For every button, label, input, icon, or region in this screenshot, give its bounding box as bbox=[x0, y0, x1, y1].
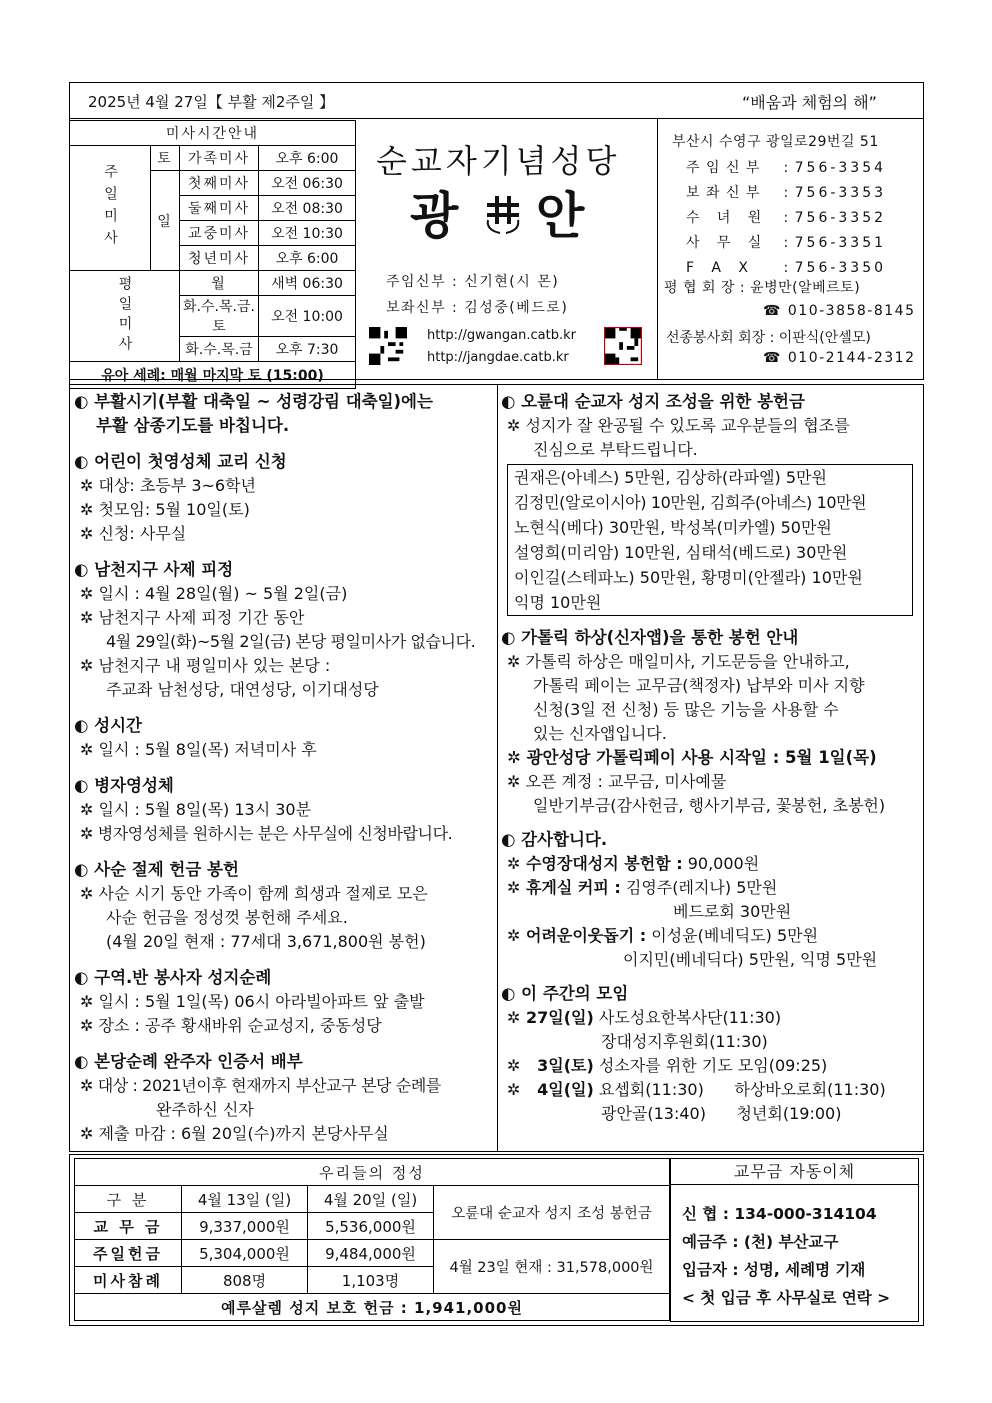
sunday-mass-label: 주일미사 bbox=[70, 146, 151, 271]
contact-line: 사 무 실 : 756-3351 bbox=[686, 231, 886, 256]
contact-line: 수 녀 원 : 756-3352 bbox=[686, 206, 886, 231]
pay-start-line: ✲ 광안성당 가톨릭페이 사용 시작일 : 5월 1일(목) bbox=[507, 748, 877, 767]
meeting-date: ✲ 4일(일) bbox=[507, 1080, 594, 1099]
cell-value: 808명 bbox=[182, 1267, 308, 1294]
mass-schedule-table bbox=[69, 120, 356, 389]
contact-phone[interactable]: 756-3352 bbox=[794, 210, 887, 226]
qr-code-right-icon[interactable] bbox=[604, 327, 642, 365]
mass-time: 오전 06:30 bbox=[259, 171, 356, 196]
contact-list bbox=[686, 156, 886, 281]
donor-line: 익명 10만원 bbox=[514, 593, 602, 612]
notice-heading: ◐ 본당순례 완주자 인증서 배부 bbox=[74, 1052, 303, 1071]
notice-line: 진심으로 부탁드립니다. bbox=[533, 440, 698, 459]
mission-president: 선종봉사회 회장 : 이판식(안셀모) bbox=[666, 330, 871, 346]
qr-code-left-icon[interactable] bbox=[369, 327, 407, 365]
notice-heading: ◐ 구역.반 봉사자 성지순례 bbox=[74, 968, 272, 987]
notice-line: (4월 20일 현재 : 77세대 3,671,800원 봉헌) bbox=[106, 932, 426, 951]
autopay-account: 신 협 : 134-000-314104 bbox=[682, 1205, 877, 1223]
thanks-label: ✲ 어려운이웃돕기 : bbox=[507, 926, 647, 945]
contact-label: 보 좌 신 부 bbox=[686, 185, 761, 201]
contact-phone[interactable]: 756-3351 bbox=[794, 235, 887, 251]
row-label: 주일헌금 bbox=[75, 1240, 182, 1267]
thanks-heading: ◐ 감사합니다. bbox=[501, 830, 608, 849]
cell-value: 5,304,000원 bbox=[182, 1240, 308, 1267]
contact-label: 사 무 실 bbox=[686, 235, 763, 251]
saturday-label: 토 bbox=[151, 146, 180, 171]
autopay-lines bbox=[682, 1200, 890, 1312]
notice-line: 주교좌 남천성당, 대연성당, 이기대성당 bbox=[106, 680, 379, 699]
cell-value: 1,103명 bbox=[308, 1267, 434, 1294]
notice-line: 일반기부금(감사헌금, 행사기부금, 꽃봉헌, 초봉헌) bbox=[533, 796, 886, 815]
cell-value: 9,337,000원 bbox=[182, 1213, 308, 1240]
autopay-title: 교무금 자동이체 bbox=[670, 1160, 919, 1185]
notice-heading: ◐ 병자영성체 bbox=[74, 776, 174, 795]
meeting-line: 광안골(13:40) 청년회(19:00) bbox=[601, 1104, 842, 1123]
donor-line: 김정민(알로이시아) 10만원, 김희주(아녜스) 10만원 bbox=[514, 493, 867, 512]
church-name-right: 안 bbox=[536, 186, 585, 245]
oryundae-fund-value: 4월 23일 현재 : 31,578,000원 bbox=[434, 1240, 670, 1294]
mass-time: 오후 6:00 bbox=[259, 246, 356, 271]
col-header: 4월 13일 (일) bbox=[182, 1186, 308, 1213]
contacts-divider bbox=[657, 118, 658, 380]
mass-time: 오전 10:30 bbox=[259, 221, 356, 246]
notice-line: 있는 신자앱입니다. bbox=[533, 724, 667, 743]
cross-wreath-emblem-icon bbox=[480, 190, 526, 236]
notice-line: ✲ 첫모임: 5월 10일(토) bbox=[80, 500, 250, 519]
col-header: 구 분 bbox=[75, 1186, 182, 1213]
autopay-contact-note: < 첫 입금 후 사무실로 연락 > bbox=[682, 1289, 891, 1307]
mass-time: 오후 6:00 bbox=[259, 146, 356, 171]
weekday-day: 화.수.목.금 bbox=[180, 337, 259, 362]
notice-line: 신청(3일 전 신청) 등 많은 기능을 사용할 수 bbox=[533, 700, 839, 719]
weekday-mass-label: 평일미사 bbox=[70, 271, 180, 362]
jerusalem-offering: 예루살렘 성지 보호 헌금 : 1,941,000원 bbox=[75, 1294, 670, 1321]
meeting-date: ✲ 27일(일) bbox=[507, 1008, 594, 1027]
left-column bbox=[74, 390, 494, 1146]
contact-line: 보 좌 신 부 : 756-3353 bbox=[686, 181, 886, 206]
notice-line: ✲ 남천지구 사제 피정 기간 동안 bbox=[80, 608, 305, 627]
cell-value: 5,536,000원 bbox=[308, 1213, 434, 1240]
thanks-line bbox=[501, 924, 921, 948]
meeting-text: 사도성요한복사단(11:30) bbox=[593, 1008, 782, 1027]
bulletin-date: 2025년 4월 27일【 부활 제2주일 】 bbox=[88, 93, 335, 111]
oryundae-heading: ◐ 오륜대 순교자 성지 조성을 위한 봉헌금 bbox=[501, 392, 805, 411]
notice-line: ✲ 대상: 초등부 3~6학년 bbox=[80, 476, 257, 495]
donor-box bbox=[507, 464, 913, 616]
notice-line: ✲ 제출 마감 : 6월 20일(수)까지 본당사무실 bbox=[80, 1124, 389, 1143]
contact-line: F A X : 756-3350 bbox=[686, 256, 886, 281]
notice-line: ✲ 성지가 잘 완공될 수 있도록 교우분들의 협조를 bbox=[507, 416, 850, 435]
mass-name: 교중미사 bbox=[180, 221, 259, 246]
notice-line: ✲ 일시 : 5월 8일(목) 저녁미사 후 bbox=[80, 740, 317, 759]
mission-phone[interactable]: ☎ 010-2144-2312 bbox=[763, 350, 916, 366]
year-motto: “배움과 체험의 해” bbox=[742, 93, 877, 112]
notice-heading: ◐ 성시간 bbox=[74, 716, 142, 735]
website-link-2[interactable]: http://jangdae.catb.kr bbox=[427, 350, 569, 365]
meeting-line: 장대성지후원회(11:30) bbox=[601, 1032, 768, 1051]
app-heading: ◐ 가톨릭 하상(신자앱)을 통한 봉헌 안내 bbox=[501, 628, 799, 647]
autopay-holder: 예금주 : (천) 부산교구 bbox=[682, 1233, 839, 1251]
weekday-day: 월 bbox=[180, 271, 259, 296]
thanks-value: 김영주(레지나) 5만원 bbox=[620, 878, 778, 897]
weekday-time: 오전 10:00 bbox=[259, 296, 356, 337]
thanks-line: 베드로회 30만원 bbox=[673, 902, 792, 921]
notice-line: ✲ 가톨릭 하상은 매일미사, 기도문등을 안내하고, bbox=[507, 652, 850, 671]
donor-line: 노현식(베다) 30만원, 박성복(미카엘) 50만원 bbox=[514, 518, 832, 537]
notice-line: ✲ 사순 시기 동안 가족이 함께 희생과 절제로 모은 bbox=[80, 884, 428, 903]
meeting-date: ✲ 3일(토) bbox=[507, 1056, 594, 1075]
notice-line: ✲ 일시 : 5월 1일(목) 06시 아라빌아파트 앞 출발 bbox=[80, 992, 425, 1011]
council-phone[interactable]: ☎ 010-3858-8145 bbox=[763, 303, 916, 319]
notice-heading: ◐ 사순 절제 헌금 봉헌 bbox=[74, 860, 239, 879]
address: 부산시 수영구 광일로29번길 51 bbox=[672, 134, 879, 150]
notice-heading: ◐ 부활시기(부활 대축일 ~ 성령강림 대축일)에는 bbox=[74, 392, 433, 411]
meeting-text: 요셉회(11:30) 하상바오로회(11:30) bbox=[593, 1080, 886, 1099]
thanks-line bbox=[501, 852, 921, 876]
offering-title: 우리들의 정성 bbox=[75, 1159, 670, 1186]
notice-line: ✲ 일시 : 5월 8일(목) 13시 30분 bbox=[80, 800, 312, 819]
meeting-line bbox=[501, 1006, 921, 1030]
thanks-line bbox=[501, 876, 921, 900]
council-president: 평 협 회 장 : 윤병만(알베르토) bbox=[664, 280, 861, 296]
notice-line: ✲ 일시 : 4월 28일(월) ~ 5월 2일(금) bbox=[80, 584, 348, 603]
weekday-time: 새벽 06:30 bbox=[259, 271, 356, 296]
notice-heading: ◐ 어린이 첫영성체 교리 신청 bbox=[74, 452, 287, 471]
mass-schedule-title: 미사시간안내 bbox=[70, 121, 356, 146]
notice-line: ✲ 신청: 사무실 bbox=[80, 524, 187, 543]
notice-line: ✲ 오픈 계정 : 교무금, 미사예물 bbox=[507, 772, 727, 791]
weekday-time: 오후 7:30 bbox=[259, 337, 356, 362]
meeting-text: 성소자를 위한 기도 모임(09:25) bbox=[593, 1056, 828, 1075]
mass-time: 오전 08:30 bbox=[259, 196, 356, 221]
infant-baptism-note: 유아 세례: 매월 마지막 토 (15:00) bbox=[70, 362, 356, 389]
notice-line: ✲ 병자영성체를 원하시는 분은 사무실에 신청바랍니다. bbox=[80, 824, 453, 843]
mass-name: 청년미사 bbox=[180, 246, 259, 271]
pastor-line: 주임신부 : 신기현(시 몬) bbox=[386, 274, 560, 290]
oryundae-fund-title: 오륜대 순교자 성지 조성 봉헌금 bbox=[434, 1186, 670, 1240]
notice-line: ✲ 남천지구 내 평일미사 있는 본당 : bbox=[80, 656, 331, 675]
notice-line: 가톨릭 페이는 교무금(책정자) 납부와 미사 지향 bbox=[533, 676, 865, 695]
notice-line: 부활 삼종기도를 바칩니다. bbox=[96, 416, 290, 435]
notice-heading: ◐ 남천지구 사제 피정 bbox=[74, 560, 234, 579]
cell-value: 9,484,000원 bbox=[308, 1240, 434, 1267]
thanks-value: 90,000원 bbox=[682, 854, 760, 873]
header-divider bbox=[69, 118, 924, 119]
column-divider bbox=[497, 384, 498, 1152]
mass-name: 가족미사 bbox=[180, 146, 259, 171]
thanks-value: 이성윤(베네딕도) 5만원 bbox=[646, 926, 819, 945]
weekday-day: 화.수.목.금.토 bbox=[180, 296, 259, 337]
thanks-label: ✲ 수영장대성지 봉헌함 : bbox=[507, 854, 683, 873]
contact-label: 수 녀 원 bbox=[686, 210, 763, 226]
mass-name: 첫째미사 bbox=[180, 171, 259, 196]
thanks-label: ✲ 휴게실 커피 : bbox=[507, 878, 621, 897]
notice-line: ✲ 대상 : 2021년이후 현재까지 부산교구 본당 순례를 bbox=[80, 1076, 441, 1095]
contact-phone[interactable]: 756-3353 bbox=[794, 185, 887, 201]
row-label: 미사참례 bbox=[75, 1267, 182, 1294]
contact-label: F A X bbox=[686, 260, 749, 276]
row-label: 교 무 금 bbox=[75, 1213, 182, 1240]
meeting-line bbox=[501, 1078, 921, 1102]
right-column bbox=[501, 390, 921, 1126]
donor-line: 이인길(스테파노) 50만원, 황명미(안젤라) 10만원 bbox=[514, 568, 863, 587]
assistant-line: 보좌신부 : 김성중(베드로) bbox=[386, 300, 569, 316]
church-title: 순교자기념성당 bbox=[376, 142, 621, 180]
offering-table bbox=[74, 1158, 670, 1321]
meeting-line bbox=[501, 1054, 921, 1078]
col-header: 4월 20일 (일) bbox=[308, 1186, 434, 1213]
donor-line: 권재은(아녜스) 5만원, 김상하(라파엘) 5만원 bbox=[514, 468, 827, 487]
notice-line: 사순 헌금을 정성껏 봉헌해 주세요. bbox=[106, 908, 348, 927]
contact-line: 주 임 신 부 : 756-3354 bbox=[686, 156, 886, 181]
sunday-label: 일 bbox=[151, 171, 180, 271]
notice-line: 완주하신 신자 bbox=[156, 1100, 254, 1119]
contact-label: 주 임 신 부 bbox=[686, 160, 761, 176]
contact-phone[interactable]: 756-3350 bbox=[794, 260, 887, 276]
donor-line: 설영희(미리암) 10만원, 심태석(베드로) 30만원 bbox=[514, 543, 848, 562]
autopay-depositor: 입금자 : 성명, 세례명 기재 bbox=[682, 1261, 866, 1279]
thanks-line: 이지민(베네딕다) 5만원, 익명 5만원 bbox=[623, 950, 878, 969]
church-name-left: 광 bbox=[410, 186, 459, 245]
meetings-heading: ◐ 이 주간의 모임 bbox=[501, 984, 629, 1003]
website-link-1[interactable]: http://gwangan.catb.kr bbox=[427, 328, 576, 343]
mass-name: 둘째미사 bbox=[180, 196, 259, 221]
contact-phone[interactable]: 756-3354 bbox=[794, 160, 887, 176]
notice-line: 4월 29일(화)~5월 2일(금) 본당 평일미사가 없습니다. bbox=[106, 632, 476, 651]
notice-line: ✲ 장소 : 공주 황새바위 순교성지, 중동성당 bbox=[80, 1016, 382, 1035]
